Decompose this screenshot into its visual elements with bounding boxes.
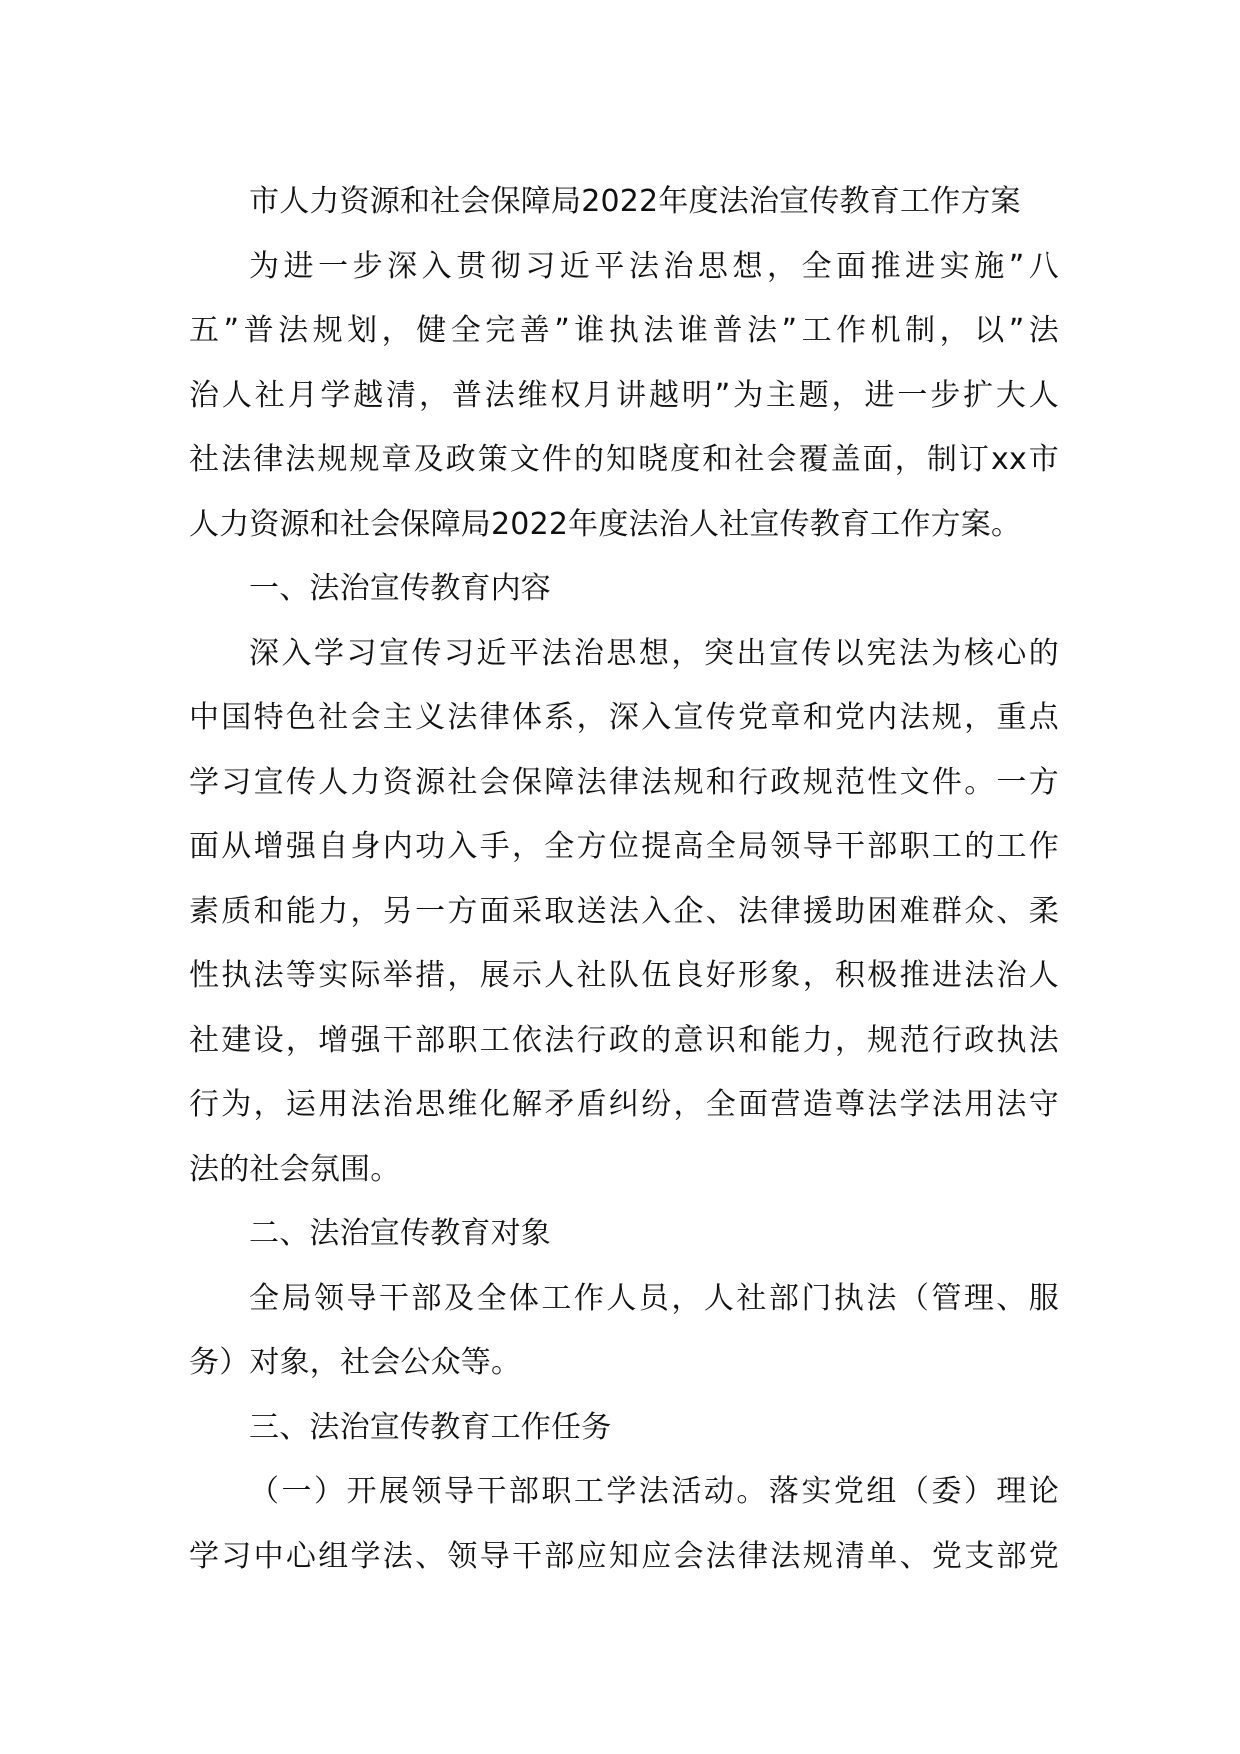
section-1-line-3: 学习宣传人力资源社会保障法律法规和行政规范性文件。一方 [189,764,1059,800]
intro-line-5: 人力资源和社会保障局2022年度法治人社宣传教育工作方案。 [189,506,1022,542]
section-3-line-1: （一）开展领导干部职工学法活动。落实党组（委）理论 [249,1474,1059,1509]
section-1-line-9: 法的社会氛围。 [189,1151,401,1187]
section-1-line-8: 行为，运用法治思维化解矛盾纠纷，全面营造尊法学法用法守 [189,1087,1059,1122]
intro-line-3: 治人社月学越清，普法维权月讲越明”为主题，进一步扩大人 [189,377,1059,413]
section-2-heading: 二、法治宣传教育对象 [249,1216,551,1251]
section-1-heading: 一、法治宣传教育内容 [249,571,551,606]
document-body [189,170,1059,1589]
intro-line-1: 为进一步深入贯彻习近平法治思想，全面推进实施”八 [249,248,1059,284]
intro-line-4: 社法律法规规章及政策文件的知晓度和社会覆盖面，制订xx市 [189,442,1059,477]
section-2-line-1: 全局领导干部及全体工作人员，人社部门执法（管理、服 [249,1280,1059,1316]
intro-line-2: 五”普法规划，健全完善”谁执法谁普法”工作机制，以”法 [189,313,1059,348]
section-1-line-5: 素质和能力，另一方面采取送法入企、法律援助困难群众、柔 [189,893,1059,929]
section-1-line-6: 性执法等实际举措，展示人社队伍良好形象，积极推进法治人 [189,958,1059,993]
section-2-line-2: 务）对象，社会公众等。 [189,1345,522,1380]
section-1-line-7: 社建设，增强干部职工依法行政的意识和能力，规范行政执法 [189,1022,1059,1058]
section-3-heading: 三、法治宣传教育工作任务 [249,1409,612,1445]
section-1-line-2: 中国特色社会主义法律体系，深入宣传党章和党内法规，重点 [189,700,1059,735]
section-3-line-2: 学习中心组学法、领导干部应知应会法律法规清单、党支部党 [189,1538,1059,1574]
section-1-line-1: 深入学习宣传习近平法治思想，突出宣传以宪法为核心的 [249,635,1059,671]
section-1-line-4: 面从增强自身内功入手，全方位提高全局领导干部职工的工作 [189,829,1059,864]
document-title: 市人力资源和社会保障局2022年度法治宣传教育工作方案 [249,184,1021,219]
